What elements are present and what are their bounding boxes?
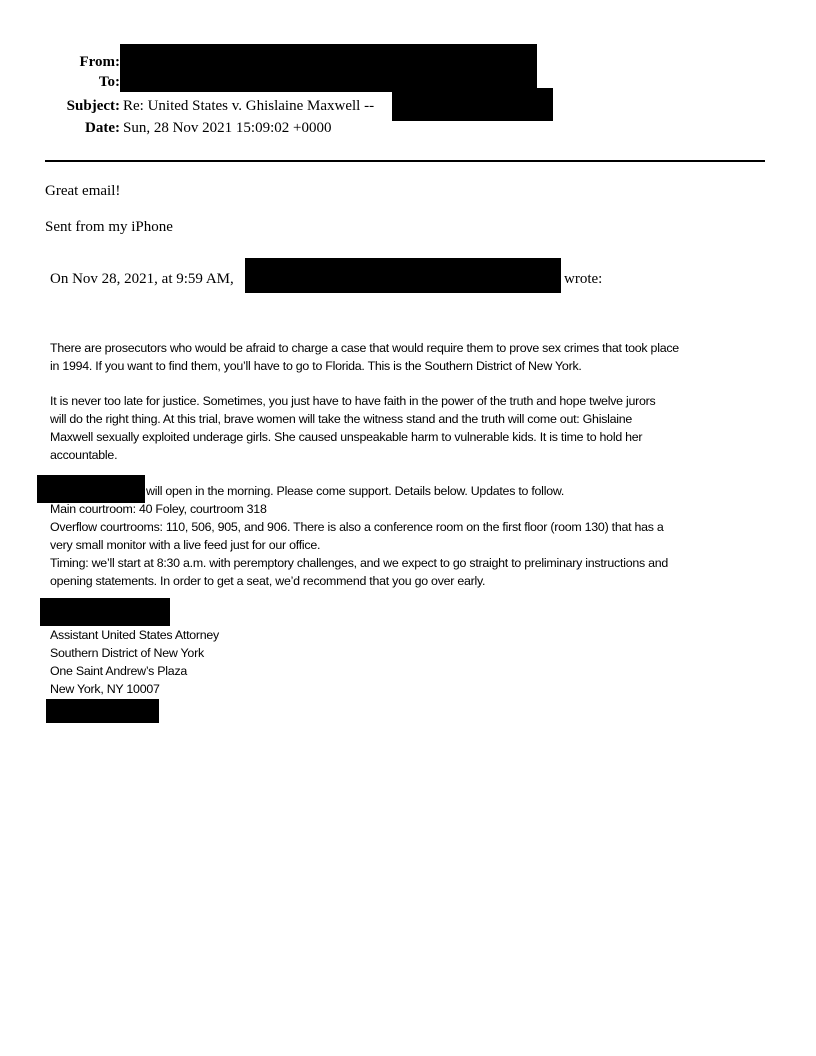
details-line: opening statements. In order to get a seat, we’d recommend that you go over early. [50, 574, 486, 588]
header-divider [45, 160, 765, 162]
body-line: in 1994. If you want to find them, you’ll have to go to Florida. This is the Southern District of New York. [50, 359, 582, 373]
signature-office: Southern District of New York [50, 646, 204, 660]
redaction-name [37, 475, 145, 503]
body-line: It is never too late for justice. Sometimes, you just have to have faith in the power of the truth and hope twelve jurors [50, 394, 656, 408]
redaction-subject [392, 88, 553, 121]
from-label: From: [79, 54, 120, 70]
signature-title: Assistant United States Attorney [50, 628, 220, 642]
redaction-contact [46, 699, 159, 723]
signature-city: New York, NY 10007 [50, 682, 160, 696]
to-label: To: [98, 74, 120, 90]
redaction-signer-name [40, 598, 170, 626]
reply-signature: Sent from my iPhone [45, 219, 173, 235]
details-line: very small monitor with a live feed just for our office. [50, 538, 321, 552]
body-line: accountable. [50, 448, 118, 462]
body-line: There are prosecutors who would be afraid to charge a case that would require them to prove sex crimes that took place [50, 341, 679, 355]
signature-street: One Saint Andrew’s Plaza [50, 664, 188, 678]
date-label: Date: [85, 120, 120, 136]
body-line: Maxwell sexually exploited underage girls. She caused unspeakable harm to vulnerable kids. It is time to hold her [50, 430, 643, 444]
redaction-from-to [120, 44, 537, 92]
quote-intro-prefix: On Nov 28, 2021, at 9:59 AM, [50, 271, 234, 287]
body-line: will open in the morning. Please come support. Details below. Updates to follow. [146, 484, 565, 498]
subject-value: Re: United States v. Ghislaine Maxwell -- [123, 98, 375, 114]
quote-intro-suffix: wrote: [564, 271, 603, 287]
details-line: Timing: we’ll start at 8:30 a.m. with peremptory challenges, and we expect to go straight to preliminary instructions and [50, 556, 669, 570]
redaction-sender [245, 258, 561, 293]
details-line: Overflow courtrooms: 110, 506, 905, and 906. There is also a conference room on the first floor (room 130) that has a [50, 520, 664, 534]
details-line: Main courtroom: 40 Foley, courtroom 318 [50, 502, 267, 516]
reply-text: Great email! [45, 183, 121, 199]
subject-label: Subject: [66, 98, 120, 114]
date-value: Sun, 28 Nov 2021 15:09:02 +0000 [123, 120, 332, 136]
body-line: will do the right thing. At this trial, brave women will take the witness stand and the truth will come out: Ghislaine [50, 412, 633, 426]
